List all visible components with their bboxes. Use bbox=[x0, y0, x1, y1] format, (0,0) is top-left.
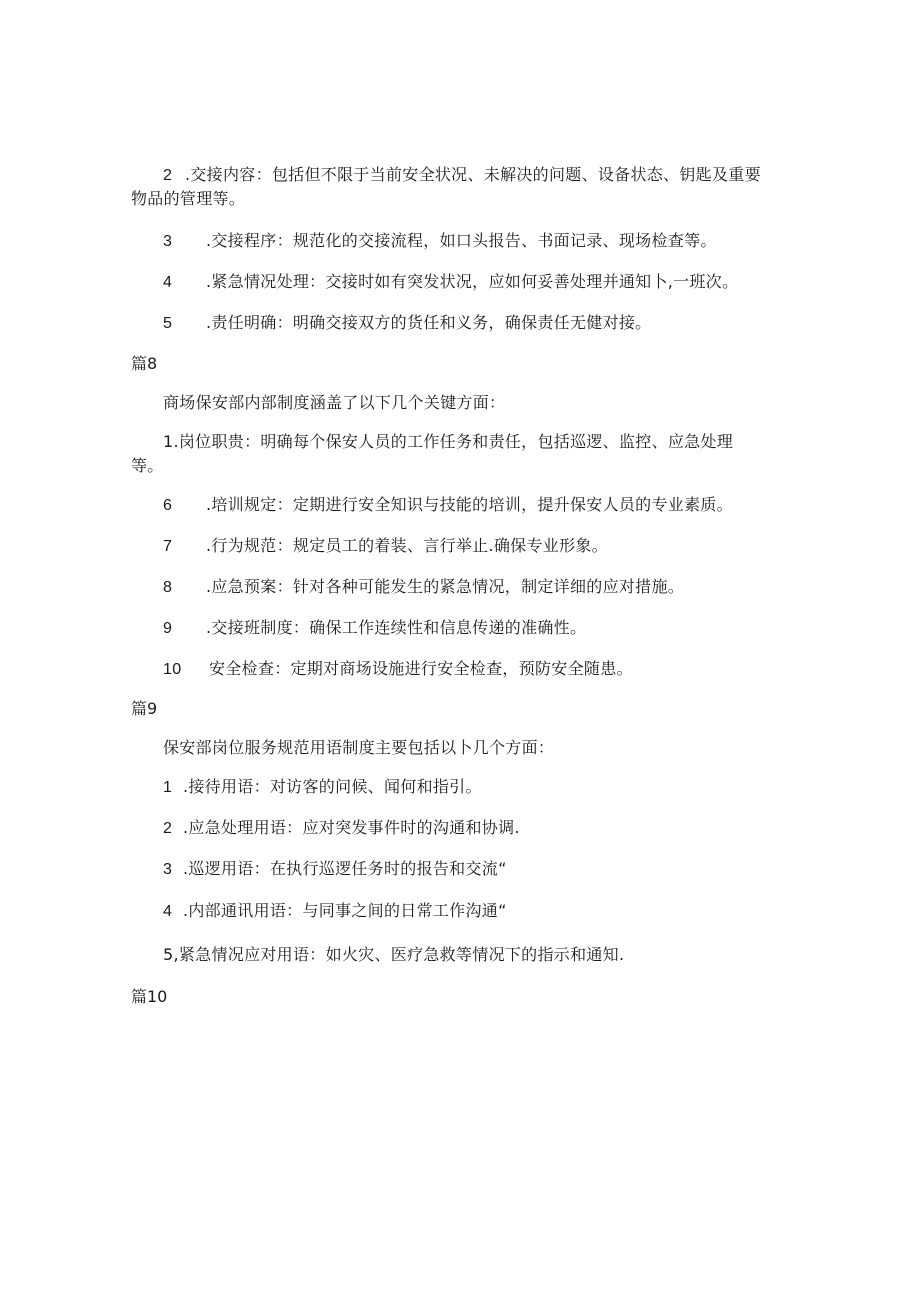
list-item bbox=[163, 311, 652, 336]
section-heading: 篇8 bbox=[131, 354, 158, 373]
item-number: 2 bbox=[163, 167, 173, 184]
list-item bbox=[163, 534, 608, 559]
item-text: 安全检查：定期对商场设施进行安全检查，预防安全随患。 bbox=[209, 659, 633, 678]
list-item bbox=[163, 816, 520, 841]
item-text: .交接班制度：确保工作连续性和信息传递的准确性。 bbox=[206, 618, 587, 637]
list-item bbox=[163, 657, 633, 682]
item-number: 9 bbox=[163, 620, 173, 637]
list-item bbox=[163, 493, 733, 518]
list-item bbox=[163, 575, 684, 600]
list-item: 5,紧急情况应对用语：如火灾、医疗急救等情况下的指示和通知. bbox=[163, 945, 625, 964]
list-item bbox=[163, 270, 738, 295]
item-text: .交接程序：规范化的交接流程，如口头报告、书面记录、现场检查等。 bbox=[206, 231, 717, 250]
item-text: .接待用语：对访客的问候、闻何和指引。 bbox=[183, 777, 482, 796]
item-number: 6 bbox=[163, 497, 173, 514]
item-text: .紧急情况处理：交接时如有突发状况，应如何妥善处理并通知卜,一班次。 bbox=[206, 272, 739, 291]
section-intro: 保安部岗位服务规范用语制度主要包括以卜几个方面： bbox=[163, 738, 555, 757]
list-item-continuation: 等。 bbox=[131, 456, 164, 475]
list-item bbox=[163, 899, 507, 924]
item-number: 4 bbox=[163, 903, 173, 920]
item-number: 10 bbox=[163, 661, 182, 678]
item-text: .责任明确：明确交接双方的货任和义务，确保责任无健对接。 bbox=[206, 313, 652, 332]
item-text: .培训规定：定期进行安全知识与技能的培训，提升保安人员的专业素质。 bbox=[206, 495, 733, 514]
list-item bbox=[163, 857, 507, 882]
section-intro: 商场保安部内部制度涵盖了以下几个关键方面： bbox=[163, 393, 506, 412]
item-number: 3 bbox=[163, 861, 173, 878]
list-item: 1.岗位职贵：明确每个保安人员的工作任务和责任，包括巡逻、监控、应急处理 bbox=[163, 432, 734, 451]
list-item bbox=[163, 163, 761, 188]
list-item-continuation: 物品的管理等。 bbox=[131, 189, 246, 208]
item-text: .应急预案：针对各种可能发生的紧急情况，制定详细的应对措施。 bbox=[206, 577, 685, 596]
item-number: 5 bbox=[163, 315, 173, 332]
list-item bbox=[163, 616, 586, 641]
item-text: .内部通讯用语：与同事之间的日常工作沟通“ bbox=[183, 901, 507, 920]
item-text: .巡逻用语：在执行巡逻任务时的报告和交流“ bbox=[183, 859, 507, 878]
item-text: .应急处理用语：应对突发事件时的沟通和协调. bbox=[183, 818, 520, 837]
section-heading: 篇10 bbox=[131, 987, 168, 1006]
item-number: 3 bbox=[163, 233, 173, 250]
item-text: .行为规范：规定员工的着装、言行举止.确保专业形象。 bbox=[206, 536, 608, 555]
item-number: 2 bbox=[163, 820, 173, 837]
item-number: 1 bbox=[163, 779, 173, 796]
item-text: .交接内容：包括但不限于当前安全状况、未解决的问题、设备状态、钥匙及重要 bbox=[185, 165, 761, 184]
item-number: 4 bbox=[163, 274, 173, 291]
item-number: 8 bbox=[163, 579, 173, 596]
list-item bbox=[163, 775, 482, 800]
item-number: 7 bbox=[163, 538, 173, 555]
section-heading: 篇9 bbox=[131, 699, 158, 718]
list-item bbox=[163, 229, 717, 254]
